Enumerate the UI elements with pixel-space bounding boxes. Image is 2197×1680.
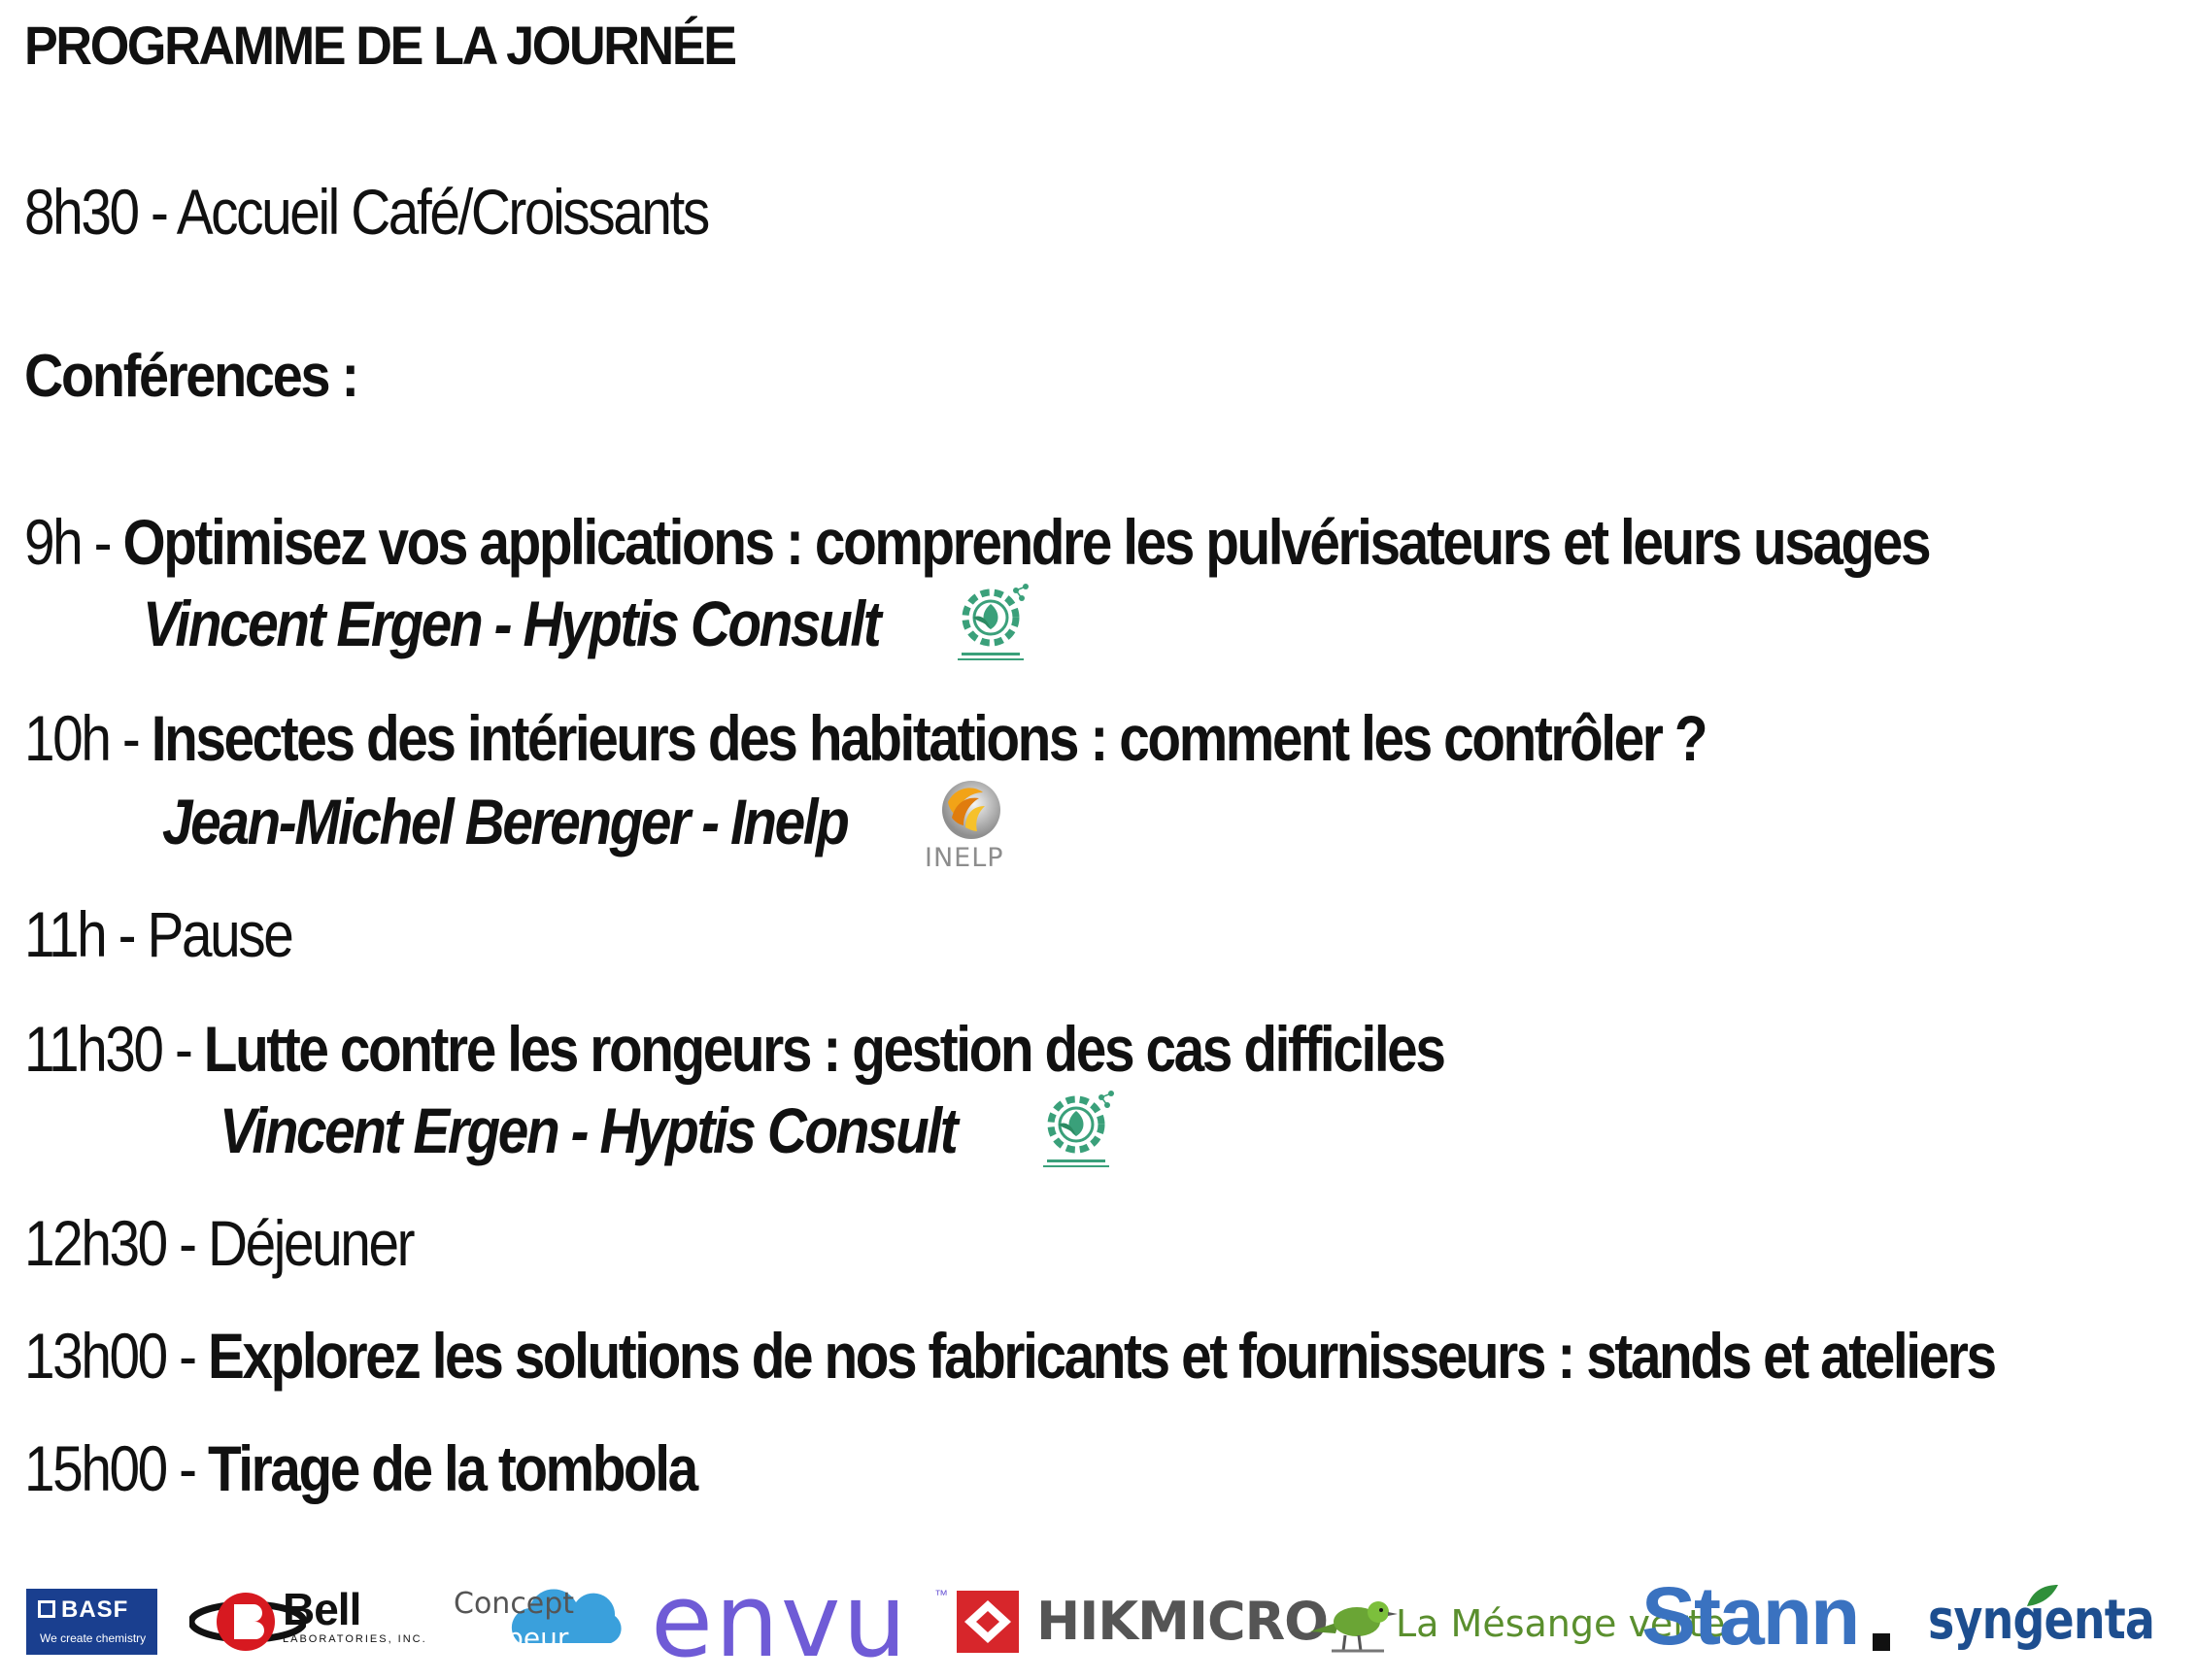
explore-time: 13h00 - — [24, 1320, 209, 1392]
lunch-time: 12h30 - — [24, 1207, 209, 1279]
talk-3-speaker: Vincent Ergen - Hyptis Consult — [220, 1094, 957, 1166]
stann-name: Stann — [1641, 1570, 1859, 1662]
concept-vapeur-line1: Concept — [454, 1587, 575, 1621]
sponsor-bar — [24, 1562, 2176, 1680]
bell-name: Bell — [283, 1584, 361, 1634]
schedule-lunch — [24, 1206, 413, 1280]
bell-logo — [189, 1583, 461, 1661]
concept-vapeur-line2: Vapeur — [473, 1622, 569, 1654]
envu-tm: ™ — [934, 1587, 948, 1602]
conferences-heading: Conférences : — [24, 343, 357, 410]
bell-sub: LABORATORIES, INC. — [283, 1633, 427, 1645]
talk-title: Insectes des intérieurs des habitations : comment les contrôler ? — [151, 702, 1707, 774]
hikmicro-name: HIKMICRO — [1036, 1591, 1329, 1652]
talk-title: Lutte contre les rongeurs : gestion des cas difficiles — [203, 1013, 1444, 1085]
talk-title: Optimisez vos applications : comprendre les pulvérisateurs et leurs usages — [122, 506, 1930, 578]
pause-time: 11h - — [24, 898, 148, 970]
inelp-logo-text: INELP — [925, 843, 1004, 873]
hikmicro-logo — [957, 1583, 1329, 1661]
basf-square-icon — [38, 1600, 55, 1618]
stann-logo — [1641, 1570, 1894, 1662]
basf-tagline: We create chemistry — [40, 1631, 147, 1645]
explore-title: Explorez les solutions de nos fabricants et fournisseurs : stands et ateliers — [208, 1320, 1995, 1392]
bird-icon — [1306, 1583, 1400, 1661]
schedule-talk-1 — [24, 505, 1929, 579]
envu-name: envu — [651, 1562, 909, 1680]
hyptis-consult-logo — [1037, 1086, 1125, 1173]
hikmicro-mark-icon — [957, 1591, 1019, 1653]
envu-logo — [651, 1562, 948, 1680]
schedule-welcome — [24, 175, 708, 249]
mesange-verte-logo — [1306, 1583, 1726, 1661]
raffle-title: Tirage de la tombola — [208, 1432, 696, 1504]
schedule-talk-2 — [24, 701, 1706, 775]
basf-logo — [26, 1589, 157, 1655]
welcome-label: Accueil Café/Croissants — [176, 176, 708, 248]
stann-dot-icon — [1873, 1633, 1890, 1651]
inelp-logo — [923, 773, 1020, 873]
page-title: PROGRAMME DE LA JOURNÉE — [24, 15, 735, 76]
syngenta-logo — [1928, 1583, 2171, 1661]
schedule-talk-3 — [24, 1012, 1444, 1086]
talk-time: 9h - — [24, 506, 123, 578]
lunch-label: Déjeuner — [208, 1207, 414, 1279]
concept-vapeur-logo — [452, 1583, 636, 1661]
pause-label: Pause — [147, 898, 292, 970]
hyptis-consult-logo — [952, 579, 1039, 666]
schedule-explore — [24, 1319, 1995, 1393]
schedule-pause — [24, 897, 291, 971]
raffle-time: 15h00 - — [24, 1432, 209, 1504]
schedule-raffle — [24, 1431, 696, 1505]
talk-1-speaker: Vincent Ergen - Hyptis Consult — [143, 588, 880, 659]
talk-time: 10h - — [24, 702, 152, 774]
talk-time: 11h30 - — [24, 1013, 204, 1085]
mesange-verte-name: La Mésange verte — [1396, 1602, 1726, 1645]
talk-2-speaker: Jean-Michel Berenger - Inelp — [162, 786, 848, 857]
welcome-time: 8h30 - — [24, 176, 177, 248]
syngenta-name: syngenta — [1928, 1589, 2155, 1652]
basf-name: BASF — [61, 1596, 129, 1623]
